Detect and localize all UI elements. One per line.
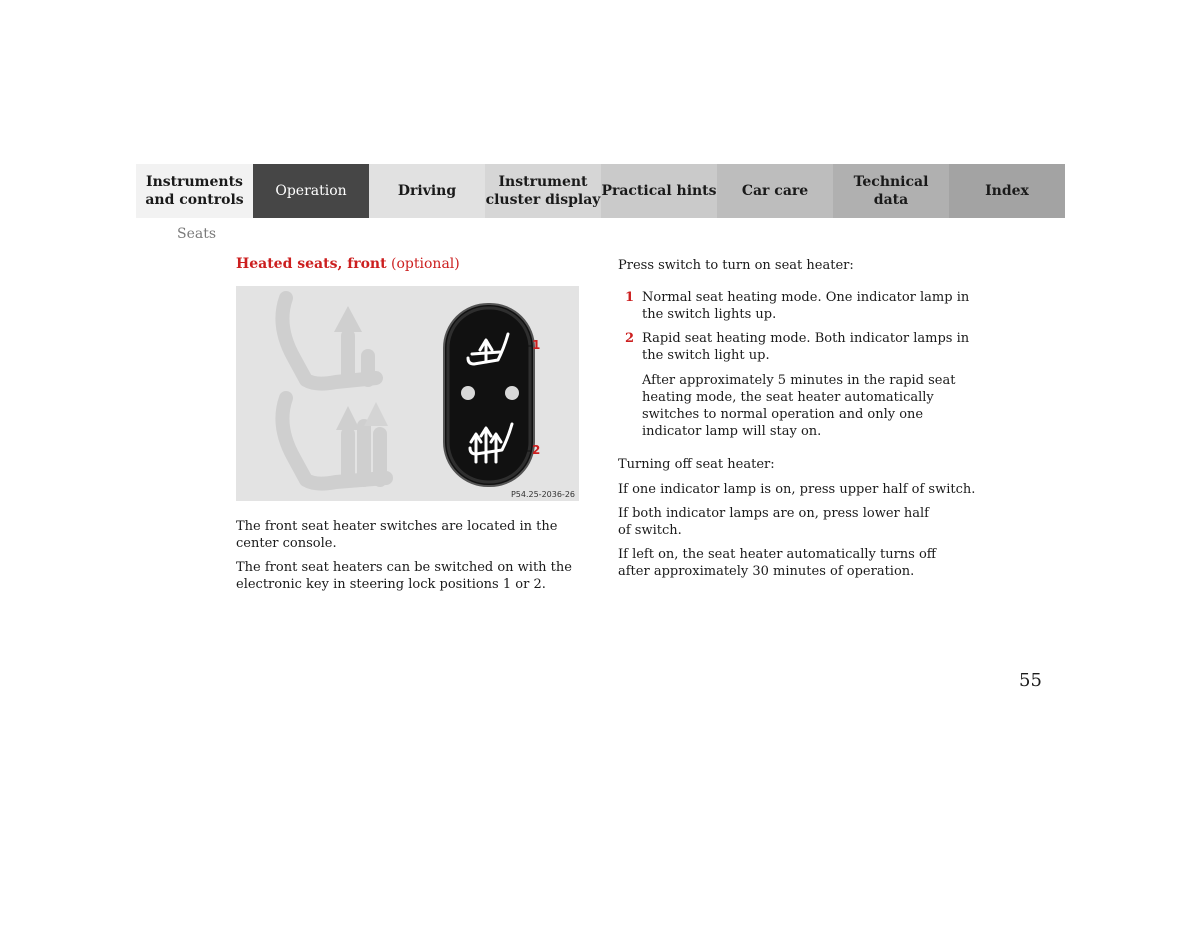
left-paragraph-2: The front seat heaters can be switched on with the electronic key in steering lock positions 1 or 2. <box>236 560 572 592</box>
auto-off-note: If left on, the seat heater automatically turns off after approximately 30 minutes of operation. <box>618 547 937 579</box>
list-item-text: Rapid seat heating mode. Both indicator lamps in the switch light up. <box>642 331 970 363</box>
background-arrow-top <box>334 306 362 332</box>
right-intro: Press switch to turn on seat heater: <box>618 258 854 273</box>
heading-title: Heated seats, front <box>236 256 387 272</box>
indicator-lamp-left <box>461 386 475 400</box>
tab-practical-hints[interactable]: Practical hints <box>601 164 717 218</box>
tab-instrument-cluster-display[interactable]: Instrument cluster display <box>485 164 601 218</box>
figure-code: P54.25-2036-26 <box>510 490 575 499</box>
section-label: Seats <box>177 226 217 242</box>
list-item-2 <box>618 330 978 364</box>
callout-1: 1 <box>532 338 541 352</box>
background-seat-icon-bottom <box>282 398 386 484</box>
page-heading <box>236 256 460 272</box>
heading-qualifier: (optional) <box>386 256 460 272</box>
chapter-navigation <box>136 164 1065 218</box>
tab-car-care[interactable]: Car care <box>717 164 833 218</box>
tab-instruments-and-controls[interactable]: Instruments and controls <box>136 164 253 218</box>
turning-off-step-1: If one indicator lamp is on, press upper half of switch. <box>618 482 976 497</box>
list-item-text: Normal seat heating mode. One indicator lamp in the switch lights up. <box>642 290 970 322</box>
callout-2: 2 <box>532 443 541 457</box>
tab-operation[interactable]: Operation <box>253 164 369 218</box>
seat-heater-illustration <box>236 286 579 501</box>
background-arrow-bottom-1 <box>336 406 360 430</box>
list-item-number: 1 <box>625 290 635 305</box>
background-arrow-bottom-2 <box>364 402 388 426</box>
indicator-lamp-right <box>505 386 519 400</box>
list-item-1 <box>618 289 978 323</box>
list-item-number: 2 <box>625 331 635 346</box>
switch-body <box>444 304 534 486</box>
tab-driving[interactable]: Driving <box>369 164 485 218</box>
seat-heater-figure <box>236 286 579 501</box>
turning-off-step-2: If both indicator lamps are on, press lower half of switch. <box>618 506 929 538</box>
left-paragraph-1: The front seat heater switches are located in the center console. <box>236 519 558 551</box>
tab-technical-data[interactable]: Technical data <box>833 164 949 218</box>
rapid-mode-note: After approximately 5 minutes in the rapid seat heating mode, the seat heater automatically switches to normal operation and only one indicator lamp will stay on. <box>642 373 956 439</box>
tab-index[interactable]: Index <box>949 164 1065 218</box>
turning-off-heading: Turning off seat heater: <box>618 457 775 472</box>
page-number: 55 <box>1019 670 1042 691</box>
background-seat-icon-top <box>282 298 376 384</box>
